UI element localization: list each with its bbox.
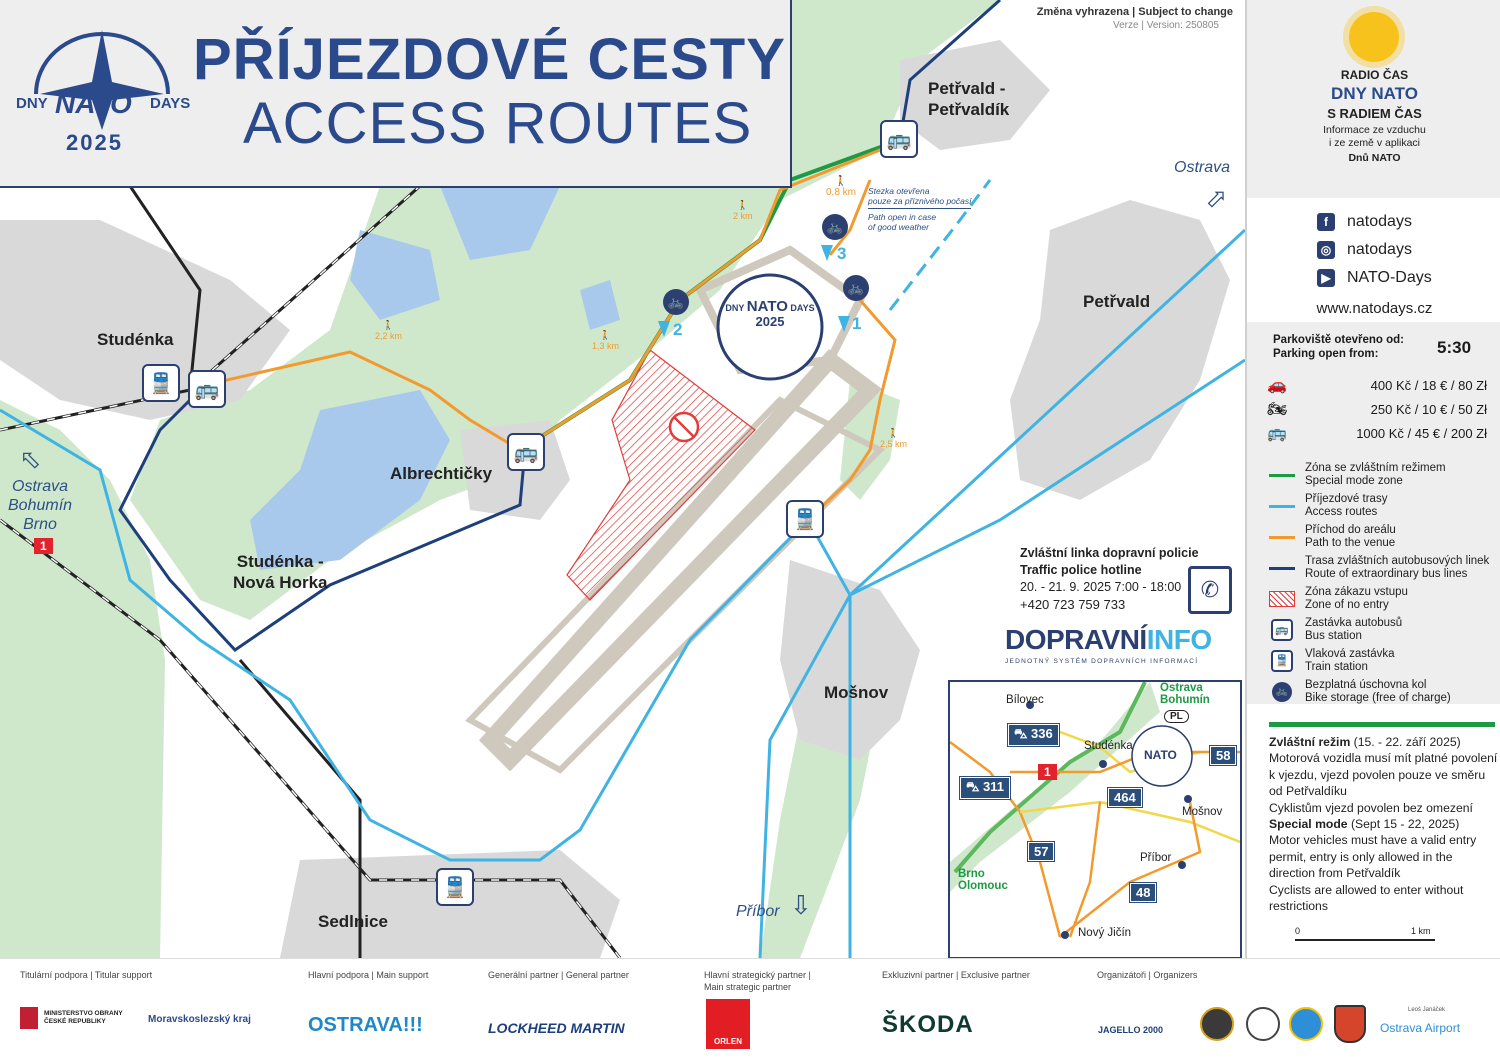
legend-bike-storage: 🚲 Bezplatná úschovna kol Bike storage (free of charge) [1269, 679, 1499, 705]
sponsor-head-titular: Titulární podpora | Titular support [20, 970, 153, 980]
urban-petrvald [1010, 200, 1230, 500]
inset-place-mosnov: Mošnov [1182, 806, 1223, 818]
motorcycle-icon: 🏍 [1267, 401, 1288, 418]
bus-icon: 🚌 [1267, 425, 1287, 442]
social-label: NATO-Days [1347, 269, 1432, 286]
orange-line-icon [1269, 536, 1295, 539]
inset-nato-logo: NATO [1144, 748, 1177, 762]
legend-train-station: 🚆 Vlaková zastávka Train station [1269, 648, 1499, 674]
walker-icon: 🚶 [382, 320, 395, 330]
inset-road-57: 57 [1028, 842, 1054, 861]
arrow-ne-icon: ⇧ [1197, 180, 1235, 218]
logo-text-dny: DNY [16, 95, 48, 112]
radio-title-3: S RADIEM ČAS [1327, 106, 1422, 121]
organizer-badge-icon [1334, 1005, 1366, 1043]
parking-time: 5:30 [1437, 338, 1472, 357]
logo-airport: Ostrava Airport [1380, 1021, 1461, 1035]
special-mode-divider [1269, 722, 1495, 727]
road-sign-icon: ⛍ [966, 779, 984, 794]
inset-road-464: 464 [1108, 788, 1142, 807]
bus-station-studenka[interactable]: 🚌 [188, 370, 226, 408]
bike-storage-entry-3[interactable]: 🚲 [822, 214, 848, 240]
bus-stop-icon: 🚌 [1271, 619, 1293, 641]
walker-icon: 🚶 [599, 330, 612, 340]
special-mode-text: Zvláštní režim (15. - 22. září 2025) Motorová vozidla musí mít platné povolení k vjezdu, vjezd povolen pouze ve směru od Petřvaldíku Cyklistům vjezd povolen bez omezení Special mode (Sept 15 - 22, 2025) Motor vehicles must have a valid entry permit, entry is only allowed in the direction from Petřvaldík Cyclists are allowed to enter without restrictions [1269, 735, 1498, 914]
radio-section [1247, 0, 1500, 198]
venue-logo-text: DNY NATO DAYS 2025 [725, 298, 815, 329]
distance-2-2: 🚶 2,2 km [375, 320, 403, 341]
navy-line-icon [1269, 567, 1295, 570]
green-line-icon [1269, 474, 1295, 477]
distance-2: 🚶 2 km [733, 200, 753, 221]
inset-road-311: ⛍ 311 [960, 777, 1010, 799]
logo-msk: Moravskoslezský kraj [148, 1014, 251, 1025]
train-station-sedlnice[interactable]: 🚆 [436, 868, 474, 906]
social-instagram[interactable] [1317, 238, 1412, 262]
logo-text-nato: NATO [55, 88, 132, 119]
bike-icon: 🚲 [1272, 682, 1292, 702]
sponsors-footer [0, 958, 1500, 1061]
inset-place-novy-jicin: Nový Jičín [1078, 927, 1132, 939]
instagram-icon: ◎ [1317, 241, 1335, 259]
walker-icon: 🚶 [887, 428, 900, 438]
legend-bus-route: Trasa zvláštních autobusových linek Route of extraordinary bus lines [1269, 555, 1499, 581]
place-petrvald: Petřvald [1083, 292, 1151, 311]
dopravni-info-logo: DOPRAVNÍINFO JEDNOTNÝ SYSTÉM DOPRAVNÍCH INFORMACÍ [1005, 624, 1212, 665]
inset-place-bilovec: Bílovec [1006, 694, 1044, 706]
price-bus: 🚌 1000 Kč / 45 € / 200 Zł [1267, 425, 1487, 442]
road-sign-icon: ⛍ [1014, 726, 1032, 741]
logo-skoda: ŠKODA [882, 1011, 974, 1038]
place-studenka: Studénka [97, 330, 174, 349]
train-station-mosnov[interactable]: 🚆 [786, 500, 824, 538]
coat-of-arms-icon [20, 1007, 38, 1029]
inset-place-studenka: Studénka [1084, 740, 1133, 752]
hotline-title-en: Traffic police hotline [1020, 563, 1142, 577]
path-note: Stezka otevřena pouze za příznivého počasí Path open in case of good weather [868, 186, 972, 232]
change-notice: Změna vyhrazena | Subject to change [1036, 6, 1233, 18]
inset-road-1: 1 [1038, 764, 1057, 780]
social-label: natodays [1347, 213, 1412, 230]
walker-icon: 🚶 [737, 200, 749, 210]
hotline-title-cz: Zvláštní linka dopravní policie [1020, 546, 1199, 560]
page-title-cz: PŘÍJEZDOVÉ CESTY [193, 27, 786, 92]
sidebar: RADIO ČAS DNY NATO S RADIEM ČAS Informace ze vzduchu i ze země v aplikaci Dnů NATO f natodays ◎ natodays ▶ NATO-Days www.natodays.cz Parkoviště otevřeno od: Parking open from: 5:30 🚗 400 Kč / 18 € / 80 Zł 🏍 250 Kč / 10 € / 50 Zł 🚌 1000 Kč / 45 € / 200 Zł Zóna se zvláštním režimem Special mode zone Příjezdové trasy Access routes Příchod do areálu Path to the venue Trasa zvláštních autobusových linek Route of extraordinary bus lines Zóna zákazu vstupu Zone of no entry 🚌 Zastávka autobusů Bus station 🚆 Vlaková zastávka Train station 🚲 Bezplatná úschovna kol Bike storage (free of charge) Zvláštní režim (15. - 22. září 2025) Motorová vozidla musí mít platné povolení k vjezdu, vjezd povolen pouze ve směru od Petřvaldíku Cyklistům vjezd povolen bez omezení Special mode (Sept 15 - 22, 2025) Motor vehicles must have a valid entry permit, entry is only allowed in the direction from Petřvaldík Cyclists are allowed to enter without restrictions 0 1 km [1245, 0, 1500, 958]
logo-text-days: DAYS [150, 95, 191, 112]
legend-special-zone: Zóna se zvláštním režimem Special mode zone [1269, 462, 1499, 488]
logo-ministry: MINISTERSTVO OBRANY ČESKÉ REPUBLIKY [20, 1007, 130, 1029]
price-motorcycle: 🏍 250 Kč / 10 € / 50 Zł [1267, 401, 1487, 418]
arrow-down-icon: ⇩ [790, 890, 812, 920]
hatch-icon [1269, 591, 1295, 607]
bike-storage-entry-2[interactable]: 🚲 [663, 289, 689, 315]
train-stop-icon: 🚆 [1271, 650, 1293, 672]
direction-pribor: Příbor [736, 903, 780, 920]
legend-bus-station: 🚌 Zastávka autobusů Bus station [1269, 617, 1499, 643]
youtube-icon: ▶ [1317, 269, 1335, 287]
direction-ostrava-bohumin-brno: Ostrava Bohumín Brno [8, 478, 73, 533]
place-studenka-nova-horka: Studénka - Nová Horka [233, 552, 328, 592]
place-petrvald-petrvaldik: Petřvald - Petřvaldík [928, 79, 1010, 119]
inset-brno-olomouc: Brno Olomouc [958, 868, 1008, 892]
title-box [0, 0, 792, 188]
logo-text-year: 2025 [66, 130, 123, 155]
legend-access-routes: Příjezdové trasy Access routes [1269, 493, 1499, 519]
inset-road-58: 58 [1210, 746, 1236, 765]
sponsor-head-main: Hlavní podpora | Main support [308, 970, 429, 980]
logo-ostrava: OSTRAVA!!! [308, 1014, 423, 1036]
inset-place-pribor: Příbor [1140, 852, 1172, 864]
facebook-icon: f [1317, 213, 1335, 231]
sponsor-head-exclusive: Exkluzivní partner | Exclusive partner [882, 970, 1030, 980]
distance-1-3: 🚶 1,3 km [592, 330, 620, 351]
parking-label-cz: Parkoviště otevřeno od: [1273, 334, 1405, 346]
organizer-badge-icon [1246, 1007, 1280, 1041]
page-title-en: ACCESS ROUTES [243, 91, 753, 156]
organizer-badge-icon [1200, 1007, 1234, 1041]
direction-ostrava: Ostrava [1174, 159, 1231, 176]
sponsor-head-general: Generální partner | General partner [488, 970, 629, 980]
distance-0-8: 🚶 0,8 km [826, 176, 857, 198]
entry-3-label: 3 [837, 244, 847, 263]
inset-ostrava-bohumin: Ostrava Bohumín [1160, 682, 1210, 706]
radio-title: RADIO ČAS [1340, 68, 1409, 82]
radio-info: Informace ze vzduchu i ze země v aplikaci [1323, 124, 1426, 149]
website-link[interactable]: www.natodays.cz [1316, 300, 1433, 317]
place-albrechticky: Albrechtičky [390, 464, 493, 483]
train-station-studenka[interactable]: 🚆 [142, 364, 180, 402]
sponsor-head-organizers: Organizátoři | Organizers [1097, 970, 1198, 980]
logo-orlen: ORLEN [706, 999, 750, 1049]
place-mosnov: Mošnov [824, 683, 889, 702]
entry-2-label: 2 [673, 320, 683, 339]
walker-icon: 🚶 [834, 176, 848, 187]
bike-storage-entry-1[interactable]: 🚲 [843, 275, 869, 301]
inset-canvas [950, 682, 1240, 957]
entry-1-label: 1 [852, 314, 862, 333]
inset-pl-badge: PL [1164, 710, 1189, 723]
distance-2-5: 🚶 2,5 km [880, 428, 908, 449]
legend-no-entry: Zóna zákazu vstupu Zone of no entry [1269, 586, 1499, 612]
logo-jagello: JAGELLO 2000 [1098, 1025, 1164, 1035]
radio-title-2: DNY NATO [1331, 84, 1418, 103]
bus-station-albrechticky[interactable]: 🚌 [507, 433, 545, 471]
organizer-badge-icon [1289, 1007, 1323, 1041]
price-car: 🚗 400 Kč / 18 € / 80 Zł [1267, 377, 1487, 394]
sun-logo-icon [1349, 12, 1399, 62]
sponsor-head-strategic: Hlavní strategický partner | Main strategic partner [704, 970, 811, 992]
bus-station-petrvaldik[interactable]: 🚌 [880, 120, 918, 158]
social-label: natodays [1347, 241, 1412, 258]
blue-line-icon [1269, 505, 1295, 508]
car-icon: 🚗 [1267, 377, 1287, 394]
place-sedlnice: Sedlnice [318, 912, 388, 931]
road-1-shield: 1 [34, 538, 53, 554]
logo-airport-small: Leoš Janáček [1408, 1007, 1446, 1013]
inset-road-48: 48 [1130, 883, 1156, 902]
version-label: Verze | Version: 250805 [1112, 20, 1219, 31]
radio-app: Dnů NATO [1348, 152, 1401, 164]
inset-overview-map[interactable] [948, 680, 1242, 958]
inset-road-336: ⛍ 336 [1008, 724, 1059, 746]
hotline-phone[interactable]: +420 723 759 733 [1020, 597, 1126, 612]
social-youtube[interactable] [1317, 266, 1432, 290]
parking-label-en: Parking open from: [1273, 348, 1379, 360]
legend-venue-path: Příchod do areálu Path to the venue [1269, 524, 1499, 550]
parking-section [1247, 322, 1500, 704]
hotline-dates: 20. - 21. 9. 2025 7:00 - 18:00 [1020, 580, 1182, 594]
phone-icon: ✆ [1188, 566, 1232, 614]
arrow-nw-icon: ⇧ [12, 441, 49, 479]
social-facebook[interactable] [1317, 210, 1412, 234]
logo-lockheed: LOCKHEED MARTIN [488, 1020, 625, 1036]
